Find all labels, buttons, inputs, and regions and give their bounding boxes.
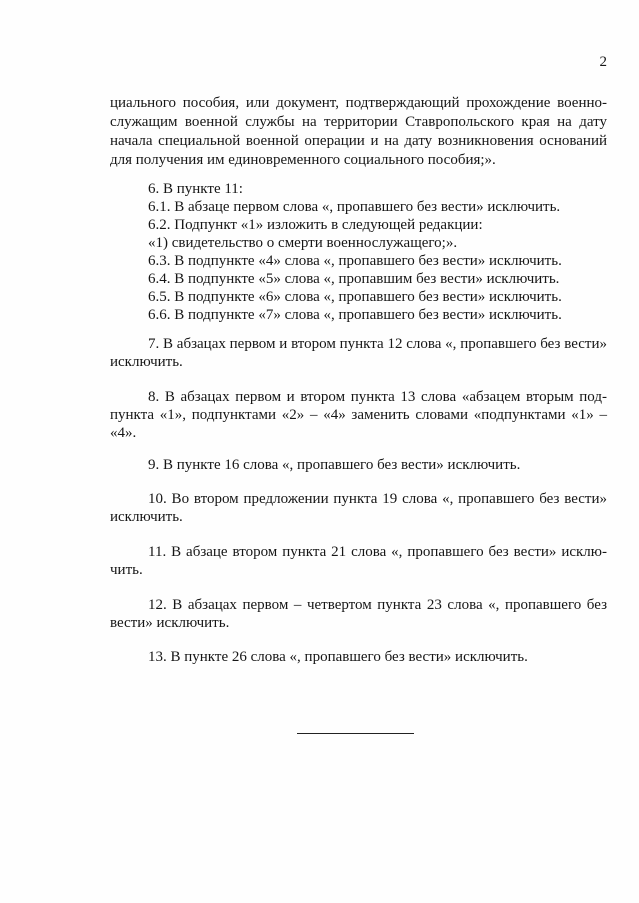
text-line: 6.6. В подпункте «7» слова «, пропавшего без вести» исключить. (148, 307, 562, 323)
text-line: исключить. (110, 509, 183, 525)
text-line: вести» исключить. (110, 615, 230, 631)
text-line: пункта «1», подпунктами «2» – «4» заменить словами «подпунктами «1» – (110, 407, 607, 423)
text-line: 13. В пункте 26 слова «, пропавшего без вести» исключить. (148, 649, 528, 665)
text-line: 9. В пункте 16 слова «, пропавшего без вести» исключить. (148, 457, 521, 473)
text-line: чить. (110, 562, 143, 578)
text-line: 12. В абзацах первом – четвертом пункта 23 слова «, пропавшего без (148, 597, 607, 613)
text-line: 8. В абзацах первом и втором пункта 13 слова «абзацем вторым под- (148, 389, 607, 405)
text-line: 6.3. В подпункте «4» слова «, пропавшего без вести» исключить. (148, 253, 562, 269)
text-line: 6. В пункте 11: (148, 181, 243, 197)
text-line: 7. В абзацах первом и втором пункта 12 слова «, пропавшего без вести» (148, 336, 607, 352)
text-line: 6.2. Подпункт «1» изложить в следующей редакции: (148, 217, 483, 233)
text-line: 6.4. В подпункте «5» слова «, пропавшим без вести» исключить. (148, 271, 560, 287)
text-line: 6.1. В абзаце первом слова «, пропавшего без вести» исключить. (148, 199, 561, 215)
text-line: «1) свидетельство о смерти военнослужащего;». (148, 235, 458, 251)
text-line: исключить. (110, 354, 183, 370)
text-line: 6.5. В подпункте «6» слова «, пропавшего без вести» исключить. (148, 289, 562, 305)
text-line: 11. В абзаце втором пункта 21 слова «, пропавшего без вести» исклю- (148, 544, 607, 560)
text-line: служащим военной службы на территории Ставропольского края на дату (110, 114, 607, 130)
text-line: «4». (110, 425, 137, 441)
text-line: 10. Во втором предложении пункта 19 слова «, пропавшего без вести» (148, 491, 607, 507)
text-line: для получения им единовременного социального пособия;». (110, 152, 496, 168)
end-rule (297, 733, 414, 734)
page-number: 2 (599, 54, 607, 70)
text-line: циального пособия, или документ, подтверждающий прохождение военно- (110, 95, 607, 111)
text-line: начала специальной военной операции и на дату возникновения оснований (110, 133, 607, 149)
